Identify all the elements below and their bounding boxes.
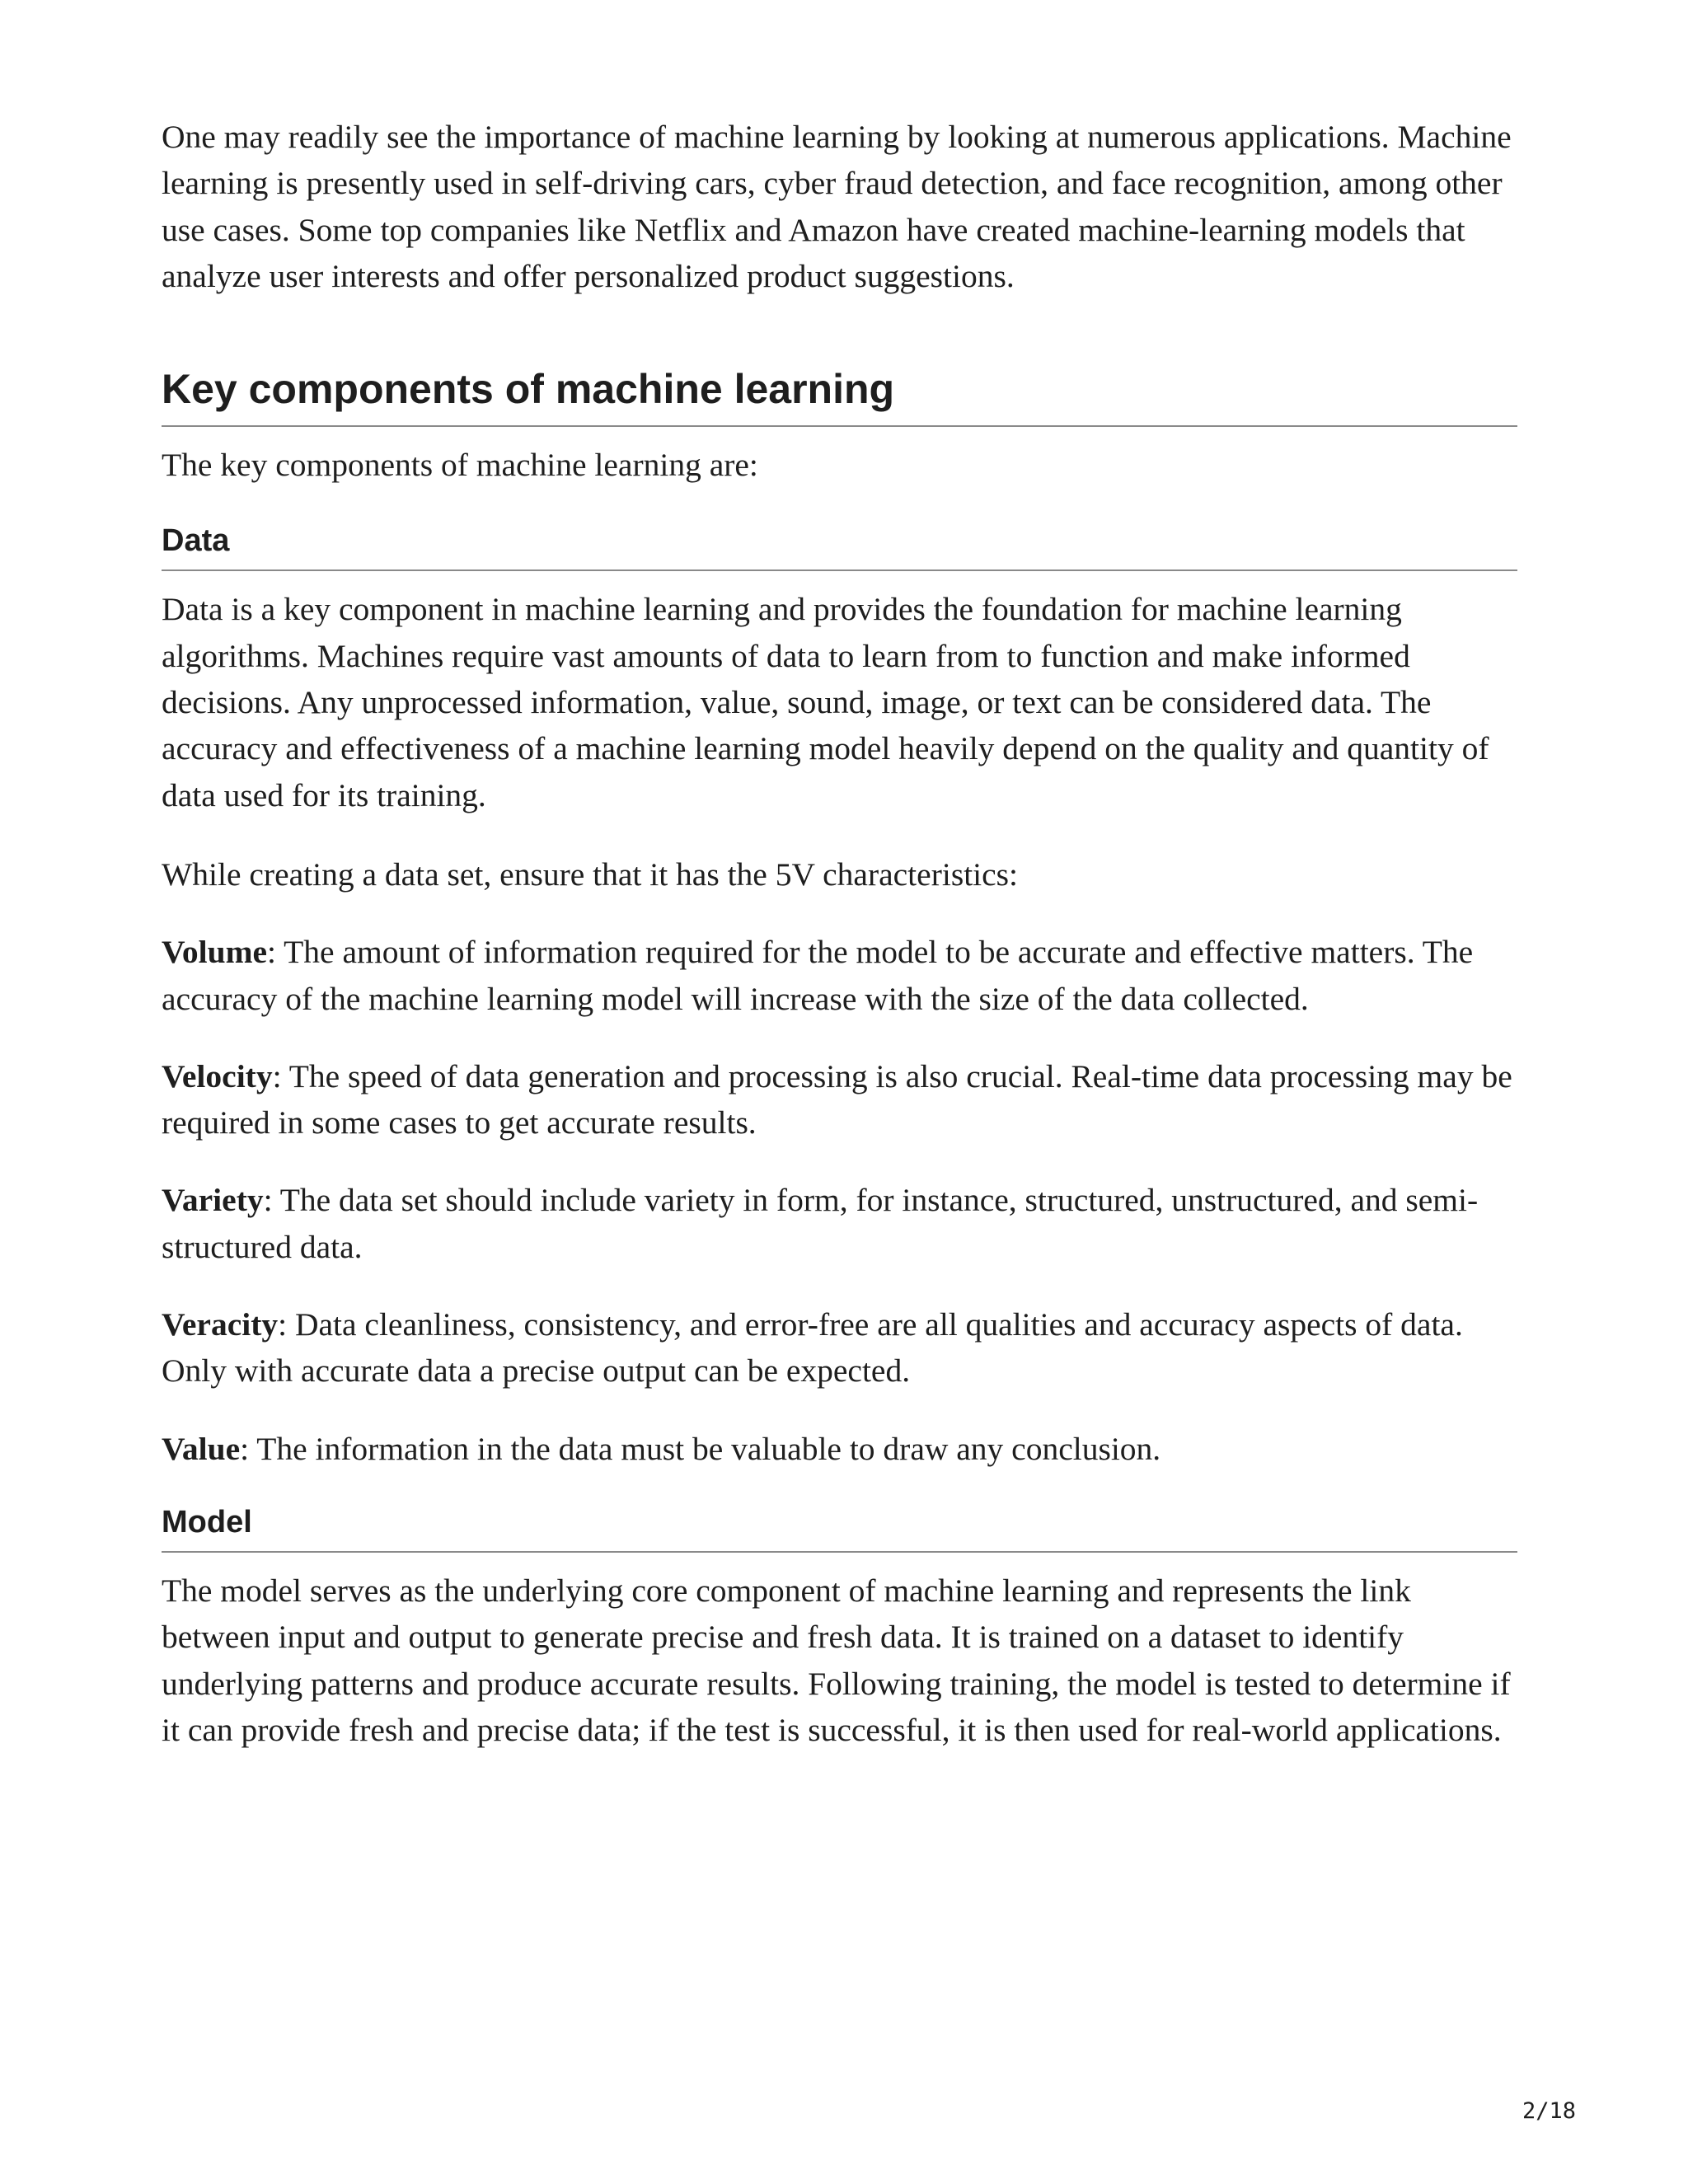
five-v-intro: While creating a data set, ensure that it has the 5V characteristics: — [162, 855, 1019, 893]
data-heading: Data — [162, 522, 1517, 571]
characteristic-value — [162, 1426, 1517, 1472]
characteristic-term: Value — [162, 1430, 241, 1467]
characteristic-veracity — [162, 1301, 1517, 1394]
model-paragraph: The model serves as the underlying core component of machine learning and represents the link between input and output to generate precise and fresh data. It is trained on a dataset to identify underlying patterns and produce accurate results. Following training, the model is tested to determine if it can provide fresh and precise data; if the test is successful, it is then used for real-world applications. — [162, 1572, 1511, 1748]
characteristic-text: : The amount of information required for the model to be accurate and effective matters. The accuracy of the machine learning model will increase with the size of the data collected. — [162, 934, 1474, 1017]
key-components-heading: Key components of machine learning — [162, 364, 1517, 427]
key-components-intro: The key components of machine learning are: — [162, 447, 758, 484]
characteristic-variety — [162, 1177, 1517, 1270]
characteristic-term: Variety — [162, 1182, 264, 1219]
page-number: 2/18 — [1522, 2098, 1576, 2124]
characteristic-term: Volume — [162, 934, 268, 971]
characteristic-text: : The information in the data must be valuable to draw any conclusion. — [240, 1430, 1161, 1467]
characteristic-text: : The speed of data generation and processing is also crucial. Real-time data processing may be required in some cases to get accurate results. — [162, 1057, 1512, 1141]
characteristic-term: Velocity — [162, 1057, 273, 1094]
characteristic-text: : The data set should include variety in form, for instance, structured, unstructured, and semi-structured data. — [162, 1182, 1479, 1265]
characteristic-text: : Data cleanliness, consistency, and error-free are all qualities and accuracy aspects of data. Only with accurate data a precise output can be expected. — [162, 1306, 1463, 1390]
characteristic-velocity — [162, 1053, 1517, 1146]
data-paragraph: Data is a key component in machine learning and provides the foundation for machine learning algorithms. Machines require vast amounts of data to learn from to function and make informed decisions. Any unprocessed information, value, sound, image, or text can be considered data. The accuracy and effectiveness of a machine learning model heavily depend on the quality and quantity of data used for its training. — [162, 591, 1489, 813]
model-heading: Model — [162, 1503, 1517, 1553]
characteristic-term: Veracity — [162, 1306, 279, 1343]
characteristic-volume — [162, 929, 1517, 1022]
intro-paragraph: One may readily see the importance of machine learning by looking at numerous applications. Machine learning is presently used in self-driving cars, cyber fraud detection, and face recognition, among other use cases. Some top companies like Netflix and Amazon have created machine-learning models that analyze user interests and offer personalized product suggestions. — [162, 119, 1512, 294]
article-body — [162, 114, 1517, 1753]
